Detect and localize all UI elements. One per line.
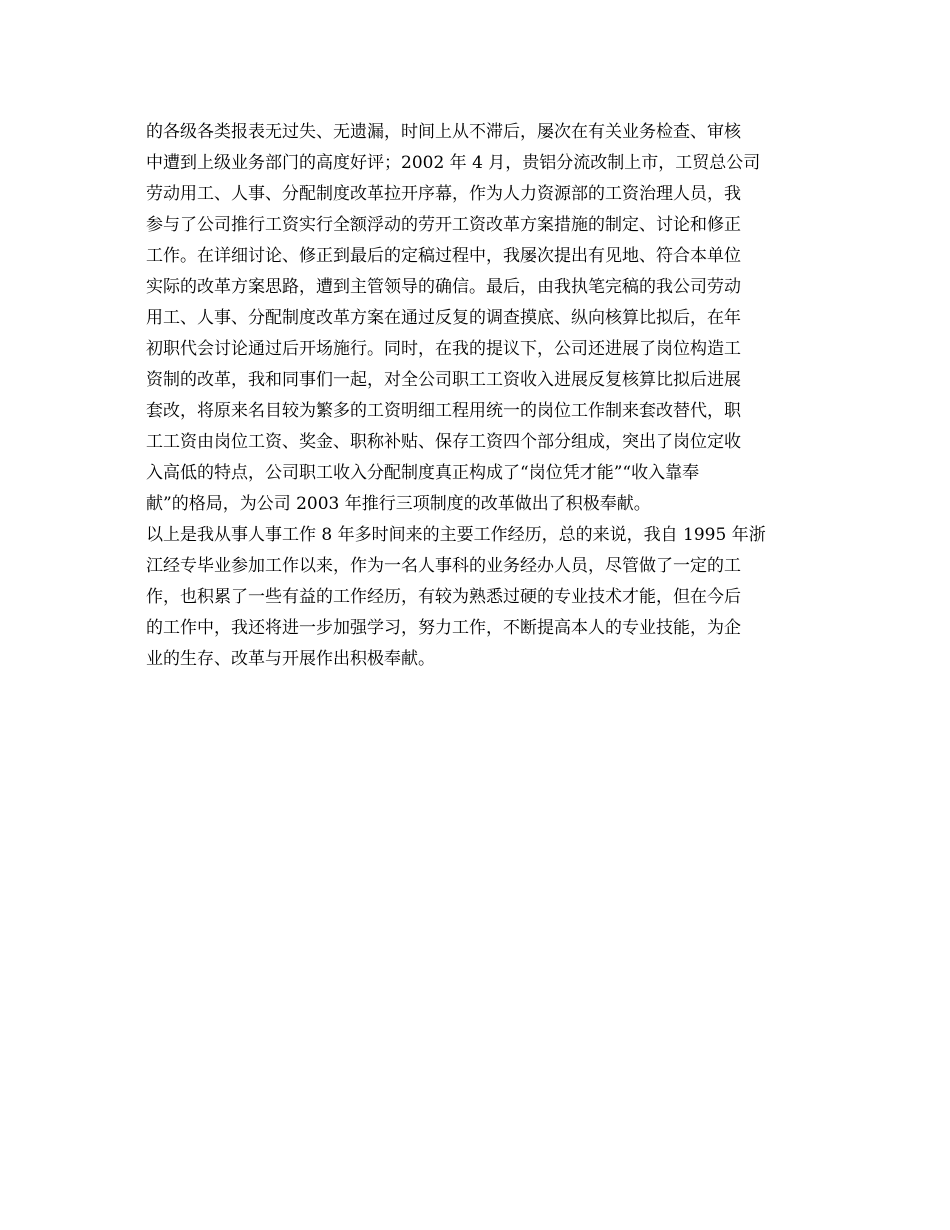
- text-line: 工作。在详细讨论、修正到最后的定稿过程中，我屡次提出有见地、符合本单位: [146, 246, 741, 266]
- text-line: 资制的改革，我和同事们一起，对全公司职工工资收入进展反复核算比拟后进展: [146, 370, 741, 390]
- text-line: 用工、人事、分配制度改革方案在通过反复的调查摸底、纵向核算比拟后，在年: [146, 308, 741, 328]
- text-line: 中遭到上级业务部门的高度好评；2002 年 4 月，贵铝分流改制上市，工贸总公司: [146, 153, 761, 173]
- text-line: 的各级各类报表无过失、无遗漏，时间上从不滞后，屡次在有关业务检查、审核: [146, 122, 741, 142]
- text-line: 献”的格局，为公司 2003 年推行三项制度的改革做出了积极奉献。: [146, 494, 651, 514]
- text-line: 工工资由岗位工资、奖金、职称补贴、保存工资四个部分组成，突出了岗位定收: [146, 432, 741, 452]
- text-line: 套改，将原来名目较为繁多的工资明细工程用统一的岗位工作制来套改替代，职: [146, 401, 741, 421]
- text-line: 业的生存、改革与开展作出积极奉献。: [146, 649, 435, 669]
- text-line: 江经专毕业参加工作以来，作为一名人事科的业务经办人员，尽管做了一定的工: [146, 556, 741, 576]
- text-line: 以上是我从事人事工作 8 年多时间来的主要工作经历，总的来说，我自 1995 年浙: [146, 525, 766, 545]
- text-line: 作，也积累了一些有益的工作经历，有较为熟悉过硬的专业技术才能，但在今后: [146, 587, 741, 607]
- text-line: 初职代会讨论通过后开场施行。同时，在我的提议下，公司还进展了岗位构造工: [146, 339, 741, 359]
- text-line: 实际的改革方案思路，遭到主管领导的确信。最后，由我执笔完稿的我公司劳动: [146, 277, 741, 297]
- text-line: 参与了公司推行工资实行全额浮动的劳开工资改革方案措施的制定、讨论和修正: [146, 215, 741, 235]
- text-line: 入高低的特点，公司职工收入分配制度真正构成了“岗位凭才能”“收入靠奉: [146, 463, 700, 483]
- text-line: 劳动用工、人事、分配制度改革拉开序幕，作为人力资源部的工资治理人员，我: [146, 184, 741, 204]
- text-line: 的工作中，我还将进一步加强学习，努力工作，不断提高本人的专业技能，为企: [146, 618, 741, 638]
- body-text: [146, 117, 811, 675]
